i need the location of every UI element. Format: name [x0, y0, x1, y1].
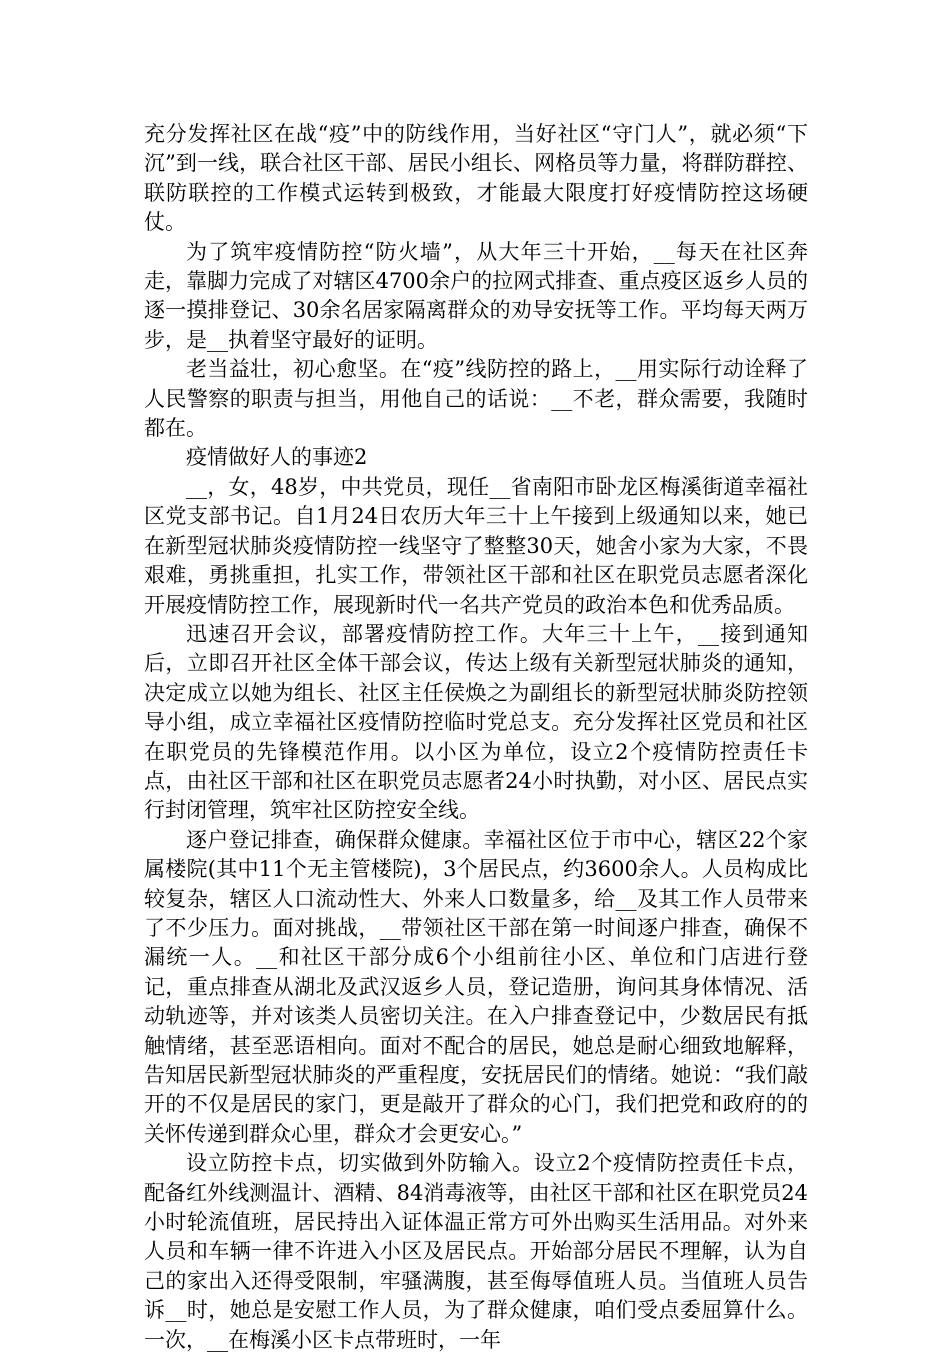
- paragraph-6: 逐户登记排查，确保群众健康。幸福社区位于市中心，辖区22个家属楼院(其中11个无主管楼院)，3个居民点，约3600余人。人员构成比较复杂，辖区人口流动性大、外来人口数量多，给__及其工作人员带来了不少压力。面对挑战，__带领社区干部在第一时间逐户排查，确保不漏统一人。__和社区干部分成6个小组前往小区、单位和门店进行登记，重点排查从湖北及武汉返乡人员，登记造册，询问其身体情况、活动轨迹等，并对该类人员密切关注。在入户排查登记中，少数居民有抵触情绪，甚至恶语相向。面对不配合的居民，她总是耐心细致地解释，告知居民新型冠状肺炎的严重程度，安抚居民们的情绪。她说：“我们敲开的不仅是居民的家门，更是敲开了群众的心门，我们把党和政府的的关怀传递到群众心里，群众才会更安心。”: [144, 827, 808, 1146]
- paragraph-5: 迅速召开会议，部署疫情防控工作。大年三十上午，__接到通知后，立即召开社区全体干部会议，传达上级有关新型冠状肺炎的通知，决定成立以她为组长、社区主任侯焕之为副组长的新型冠状肺炎防控领导小组，成立幸福社区疫情防控临时党总支。充分发挥社区党员和社区在职党员的先锋模范作用。以小区为单位，设立2个疫情防控责任卡点，由社区干部和社区在职党员志愿者24小时执勤，对小区、居民点实行封闭管理，筑牢社区防控安全线。: [144, 621, 808, 823]
- document-page: [144, 120, 808, 1355]
- paragraph-3: 老当益壮，初心愈坚。在“疫”线防控的路上，__用实际行动诠释了人民警察的职责与担当，用他自己的话说：__不老，群众需要，我随时都在。: [144, 357, 808, 441]
- section-heading: 疫情做好人的事迹2: [186, 445, 368, 470]
- paragraph-1: 充分发挥社区在战“疫”中的防线作用，当好社区“守门人”，就必须“下沉”到一线，联合社区干部、居民小组长、网格员等力量，将群防群控、联防联控的工作模式运转到极致，才能最大限度打好疫情防控这场硬仗。: [144, 122, 808, 235]
- paragraph-4: __，女，48岁，中共党员，现任__省南阳市卧龙区梅溪街道幸福社区党支部书记。自1月24日农历大年三十上午接到上级通知以来，她已在新型冠状肺炎疫情防控一线坚守了整整30天，她舍小家为大家，不畏艰难，勇挑重担，扎实工作，带领社区干部和社区在职党员志愿者深化开展疫情防控工作，展现新时代一名共产党员的政治本色和优秀品质。: [144, 474, 808, 617]
- paragraph-7: 设立防控卡点，切实做到外防输入。设立2个疫情防控责任卡点，配备红外线测温计、酒精、84消毒液等，由社区干部和社区在职党员24小时轮流值班，居民持出入证体温正常方可外出购买生活用品。对外来人员和车辆一律不许进入小区及居民点。开始部分居民不理解，认为自己的家出入还得受限制，牢骚满腹，甚至侮辱值班人员。当值班人员告诉__时，她总是安慰工作人员，为了群众健康，咱们受点委屈算什么。一次，__在梅溪小区卡点带班时，一年: [144, 1151, 808, 1352]
- paragraph-2: 为了筑牢疫情防控“防火墙”，从大年三十开始，__每天在社区奔走，靠脚力完成了对辖区4700余户的拉网式排查、重点疫区返乡人员的逐一摸排登记、30余名居家隔离群众的劝导安抚等工作。平均每天两万步，是__执着坚守最好的证明。: [144, 239, 808, 352]
